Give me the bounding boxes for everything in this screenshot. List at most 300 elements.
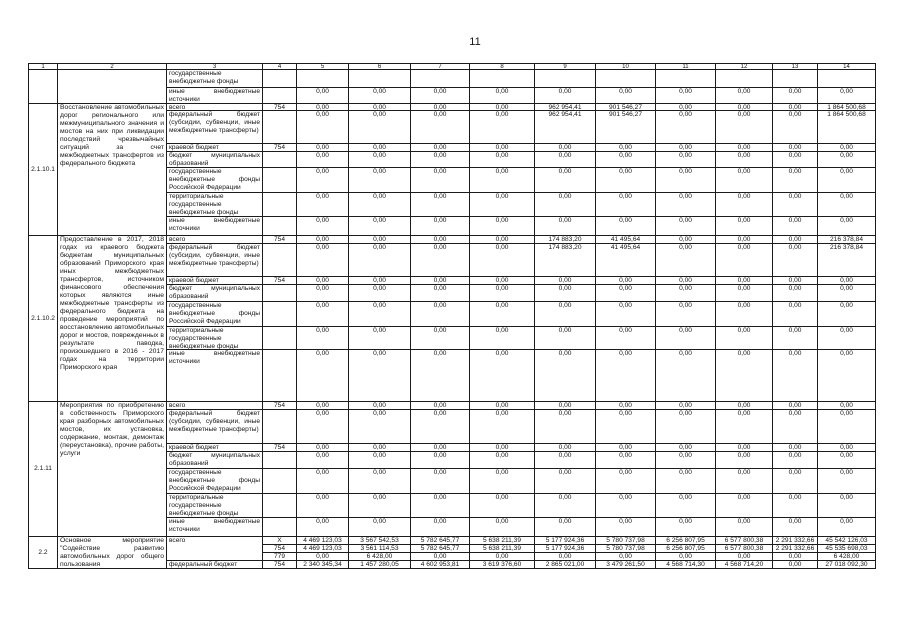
- amount-cell: 0,00: [470, 88, 535, 104]
- amount-cell: 0,00: [818, 518, 876, 537]
- amount-cell: 41 495,64: [596, 236, 656, 244]
- amount-cell: 0,00: [411, 469, 470, 494]
- amount-cell: 3 619 376,60: [470, 561, 535, 569]
- amount-cell: 0,00: [716, 152, 773, 168]
- amount-cell: 0,00: [535, 144, 596, 152]
- amount-cell: 0,00: [716, 168, 773, 193]
- budget-code: [263, 452, 297, 469]
- column-number: 4: [263, 63, 297, 70]
- amount-cell: 0,00: [470, 217, 535, 236]
- amount-cell: 0,00: [411, 152, 470, 168]
- budget-code: [263, 70, 297, 88]
- funding-source: иные внебюджетные источники: [167, 88, 263, 104]
- amount-cell: 5 782 645,77: [411, 545, 470, 553]
- amount-cell: 0,00: [596, 144, 656, 152]
- amount-cell: 5 782 645,77: [411, 537, 470, 545]
- amount-cell: 0,00: [535, 168, 596, 193]
- amount-cell: 0,00: [656, 553, 716, 561]
- amount-cell: 0,00: [656, 285, 716, 302]
- amount-cell: 0,00: [818, 327, 876, 350]
- amount-cell: 0,00: [773, 193, 818, 217]
- amount-cell: 0,00: [411, 327, 470, 350]
- item-description: [58, 70, 167, 104]
- amount-cell: 0,00: [716, 104, 773, 111]
- amount-cell: 0,00: [470, 285, 535, 302]
- funding-source: бюджет муниципальных образований: [167, 152, 263, 168]
- amount-cell: 0,00: [470, 494, 535, 518]
- column-number: 11: [656, 63, 716, 70]
- amount-cell: 0,00: [349, 144, 411, 152]
- amount-cell: 0,00: [773, 88, 818, 104]
- funding-source: федеральный бюджет (субсидии, субвенции, иные межбюджетные трансферты): [167, 244, 263, 277]
- amount-cell: 0,00: [656, 193, 716, 217]
- amount-cell: 0,00: [349, 469, 411, 494]
- amount-cell: 0,00: [349, 217, 411, 236]
- amount-cell: 174 883,20: [535, 236, 596, 244]
- item-number: [28, 70, 58, 104]
- column-number: 7: [411, 63, 470, 70]
- amount-cell: 0,00: [411, 277, 470, 285]
- amount-cell: 216 378,84: [818, 244, 876, 277]
- amount-cell: 0,00: [818, 285, 876, 302]
- amount-cell: 0,00: [470, 350, 535, 402]
- amount-cell: 0,00: [535, 444, 596, 452]
- funding-source: иные внебюджетные источники: [167, 518, 263, 537]
- amount-cell: 0,00: [818, 277, 876, 285]
- amount-cell: 0,00: [773, 469, 818, 494]
- amount-cell: 0,00: [470, 402, 535, 410]
- amount-cell: 0,00: [716, 302, 773, 327]
- amount-cell: 0,00: [656, 444, 716, 452]
- column-number: 2: [58, 63, 167, 70]
- amount-cell: 0,00: [535, 469, 596, 494]
- budget-code: [263, 302, 297, 327]
- item-description: Мероприятия по приобретению в собственность Приморского края разборных автомобильных мостов, их установка, содержание, монтаж, демонтаж (переустановка), прочие работы, услуги: [58, 402, 167, 537]
- column-number: 8: [470, 63, 535, 70]
- amount-cell: 0,00: [716, 327, 773, 350]
- column-number: 13: [773, 63, 818, 70]
- amount-cell: 0,00: [656, 168, 716, 193]
- amount-cell: 0,00: [411, 88, 470, 104]
- amount-cell: 0,00: [773, 444, 818, 452]
- amount-cell: 6 577 800,38: [716, 537, 773, 545]
- amount-cell: 0,00: [596, 518, 656, 537]
- amount-cell: 0,00: [716, 444, 773, 452]
- amount-cell: 0,00: [656, 518, 716, 537]
- amount-cell: 0,00: [656, 410, 716, 444]
- funding-source: краевой бюджет: [167, 277, 263, 285]
- amount-cell: 0,00: [596, 494, 656, 518]
- budget-code: [263, 285, 297, 302]
- amount-cell: 0,00: [656, 350, 716, 402]
- budget-code: [263, 410, 297, 444]
- budget-code: 754: [263, 545, 297, 553]
- amount-cell: 0,00: [656, 111, 716, 144]
- amount-cell: 0,00: [297, 236, 349, 244]
- amount-cell: 4 469 123,03: [297, 545, 349, 553]
- amount-cell: 5 780 737,98: [596, 537, 656, 545]
- amount-cell: 0,00: [411, 553, 470, 561]
- amount-cell: 45 535 698,03: [818, 545, 876, 553]
- amount-cell: 0,00: [411, 402, 470, 410]
- budget-code: 754: [263, 561, 297, 569]
- amount-cell: 2 291 332,66: [773, 537, 818, 545]
- amount-cell: 0,00: [297, 217, 349, 236]
- amount-cell: 0,00: [411, 244, 470, 277]
- amount-cell: 0,00: [773, 561, 818, 569]
- amount-cell: 0,00: [297, 144, 349, 152]
- budget-table: [28, 63, 876, 569]
- amount-cell: 0,00: [470, 193, 535, 217]
- amount-cell: 0,00: [297, 350, 349, 402]
- funding-source: краевой бюджет: [167, 144, 263, 152]
- budget-code: 754: [263, 444, 297, 452]
- amount-cell: 0,00: [818, 402, 876, 410]
- amount-cell: 0,00: [773, 277, 818, 285]
- amount-cell: 0,00: [716, 193, 773, 217]
- amount-cell: 6 428,00: [818, 553, 876, 561]
- column-number: 9: [535, 63, 596, 70]
- amount-cell: 0,00: [773, 494, 818, 518]
- amount-cell: 5 780 737,98: [596, 545, 656, 553]
- amount-cell: [535, 70, 596, 88]
- funding-source: территориальные государственные внебюджетные фонды: [167, 494, 263, 518]
- amount-cell: 0,00: [411, 518, 470, 537]
- amount-cell: 0,00: [716, 236, 773, 244]
- amount-cell: 0,00: [349, 244, 411, 277]
- budget-code: [263, 327, 297, 350]
- amount-cell: 0,00: [411, 494, 470, 518]
- amount-cell: 0,00: [773, 302, 818, 327]
- budget-code: [263, 244, 297, 277]
- amount-cell: 0,00: [716, 452, 773, 469]
- amount-cell: 0,00: [596, 285, 656, 302]
- amount-cell: 0,00: [470, 111, 535, 144]
- amount-cell: 5 177 924,36: [535, 537, 596, 545]
- amount-cell: 0,00: [596, 88, 656, 104]
- amount-cell: 0,00: [535, 518, 596, 537]
- amount-cell: 0,00: [470, 144, 535, 152]
- amount-cell: 0,00: [773, 285, 818, 302]
- amount-cell: [773, 70, 818, 88]
- item-description: Основное мероприятие "Содействие развитию автомобильных дорог общего пользования: [58, 537, 167, 569]
- amount-cell: 27 018 092,30: [818, 561, 876, 569]
- item-description: Восстановление автомобильных дорог регионального или межмуниципального значения и мостов на них при ликвидации последствий чрезвычайных ситуаций за счет межбюджетных трансфертов из федерального бюджета: [58, 104, 167, 236]
- amount-cell: 4 602 953,81: [411, 561, 470, 569]
- amount-cell: 0,00: [716, 144, 773, 152]
- amount-cell: 0,00: [297, 327, 349, 350]
- amount-cell: 0,00: [716, 111, 773, 144]
- column-number: 6: [349, 63, 411, 70]
- amount-cell: 3 561 114,53: [349, 545, 411, 553]
- amount-cell: 0,00: [716, 217, 773, 236]
- amount-cell: 0,00: [470, 518, 535, 537]
- amount-cell: 962 954,41: [535, 111, 596, 144]
- item-number: 2.1.11: [28, 402, 58, 537]
- amount-cell: 1 864 500,68: [818, 104, 876, 111]
- amount-cell: 0,00: [716, 244, 773, 277]
- amount-cell: 0,00: [297, 193, 349, 217]
- amount-cell: 0,00: [297, 469, 349, 494]
- amount-cell: 0,00: [596, 277, 656, 285]
- amount-cell: 4 568 714,30: [656, 561, 716, 569]
- amount-cell: 0,00: [773, 402, 818, 410]
- funding-source: бюджет муниципальных образований: [167, 452, 263, 469]
- amount-cell: 0,00: [716, 285, 773, 302]
- amount-cell: 0,00: [773, 236, 818, 244]
- budget-code: [263, 494, 297, 518]
- amount-cell: 0,00: [535, 217, 596, 236]
- amount-cell: 45 542 126,03: [818, 537, 876, 545]
- amount-cell: 0,00: [411, 410, 470, 444]
- amount-cell: 1 864 500,68: [818, 111, 876, 144]
- budget-code: [263, 152, 297, 168]
- amount-cell: 0,00: [716, 350, 773, 402]
- column-number: 3: [167, 63, 263, 70]
- amount-cell: 0,00: [470, 152, 535, 168]
- amount-cell: 0,00: [297, 152, 349, 168]
- amount-cell: [411, 70, 470, 88]
- amount-cell: 0,00: [297, 88, 349, 104]
- budget-code: [263, 168, 297, 193]
- amount-cell: 0,00: [773, 553, 818, 561]
- amount-cell: 0,00: [470, 302, 535, 327]
- budget-code: [263, 518, 297, 537]
- amount-cell: [470, 70, 535, 88]
- amount-cell: 0,00: [535, 410, 596, 444]
- amount-cell: 0,00: [349, 111, 411, 144]
- amount-cell: 0,00: [349, 168, 411, 193]
- column-number: 10: [596, 63, 656, 70]
- amount-cell: 0,00: [656, 452, 716, 469]
- amount-cell: [596, 70, 656, 88]
- amount-cell: 0,00: [535, 327, 596, 350]
- amount-cell: 0,00: [297, 402, 349, 410]
- amount-cell: 5 638 211,39: [470, 537, 535, 545]
- amount-cell: 0,00: [818, 168, 876, 193]
- amount-cell: 0,00: [297, 277, 349, 285]
- amount-cell: 0,00: [656, 302, 716, 327]
- amount-cell: [818, 70, 876, 88]
- amount-cell: 0,00: [535, 88, 596, 104]
- amount-cell: 0,00: [596, 152, 656, 168]
- amount-cell: 0,00: [773, 152, 818, 168]
- amount-cell: 0,00: [818, 217, 876, 236]
- budget-code: [263, 193, 297, 217]
- amount-cell: 0,00: [535, 452, 596, 469]
- funding-source: всего: [167, 104, 263, 111]
- amount-cell: 6 256 807,95: [656, 537, 716, 545]
- amount-cell: 0,00: [470, 236, 535, 244]
- amount-cell: 5 638 211,39: [470, 545, 535, 553]
- amount-cell: 0,00: [297, 111, 349, 144]
- budget-code: 754: [263, 277, 297, 285]
- column-number: 14: [818, 63, 876, 70]
- amount-cell: 0,00: [411, 236, 470, 244]
- amount-cell: 0,00: [470, 452, 535, 469]
- amount-cell: 0,00: [349, 104, 411, 111]
- amount-cell: 0,00: [656, 469, 716, 494]
- amount-cell: 0,00: [297, 452, 349, 469]
- funding-source: иные внебюджетные источники: [167, 350, 263, 402]
- amount-cell: 0,00: [349, 410, 411, 444]
- amount-cell: 0,00: [470, 244, 535, 277]
- amount-cell: 0,00: [773, 144, 818, 152]
- amount-cell: 0,00: [297, 518, 349, 537]
- amount-cell: 2 340 345,34: [297, 561, 349, 569]
- amount-cell: 0,00: [596, 327, 656, 350]
- funding-source: государственные внебюджетные фонды Российской Федерации: [167, 168, 263, 193]
- amount-cell: 0,00: [349, 285, 411, 302]
- amount-cell: 0,00: [349, 88, 411, 104]
- amount-cell: 0,00: [297, 168, 349, 193]
- amount-cell: 0,00: [349, 193, 411, 217]
- amount-cell: 0,00: [716, 402, 773, 410]
- amount-cell: 0,00: [596, 402, 656, 410]
- amount-cell: 901 546,27: [596, 111, 656, 144]
- amount-cell: 0,00: [596, 410, 656, 444]
- amount-cell: 0,00: [411, 452, 470, 469]
- amount-cell: 0,00: [297, 285, 349, 302]
- amount-cell: 0,00: [349, 327, 411, 350]
- amount-cell: 0,00: [773, 111, 818, 144]
- budget-code: X: [263, 537, 297, 545]
- amount-cell: 0,00: [349, 494, 411, 518]
- item-number: 2.1.10.2: [28, 236, 58, 402]
- budget-code: [263, 469, 297, 494]
- amount-cell: 0,00: [411, 104, 470, 111]
- amount-cell: 0,00: [411, 144, 470, 152]
- funding-source: территориальные государственные внебюджетные фонды: [167, 193, 263, 217]
- amount-cell: 0,00: [297, 244, 349, 277]
- amount-cell: 0,00: [773, 217, 818, 236]
- amount-cell: 3 567 542,53: [349, 537, 411, 545]
- amount-cell: 0,00: [470, 168, 535, 193]
- amount-cell: 0,00: [596, 452, 656, 469]
- amount-cell: 1 457 280,05: [349, 561, 411, 569]
- amount-cell: 0,00: [773, 327, 818, 350]
- amount-cell: 0,00: [349, 402, 411, 410]
- item-description: Предоставление в 2017, 2018 годах из краевого бюджета бюджетам муниципальных образований Приморского края иных межбюджетных трансфертов, источником финансового обеспечения которых являются иные межбюджетные трансферты из федерального бюджета на проведение мероприятий по восстановлению автомобильных дорог и мостов, поврежденных в результате паводка, произошедшего в 2016 - 2017 годах на территории Приморского края: [58, 236, 167, 402]
- amount-cell: 0,00: [656, 327, 716, 350]
- amount-cell: 0,00: [818, 88, 876, 104]
- amount-cell: 0,00: [656, 144, 716, 152]
- funding-source: иные внебюджетные источники: [167, 217, 263, 236]
- column-number: 5: [297, 63, 349, 70]
- amount-cell: 962 954,41: [535, 104, 596, 111]
- amount-cell: 0,00: [411, 285, 470, 302]
- amount-cell: 0,00: [470, 410, 535, 444]
- amount-cell: 0,00: [818, 444, 876, 452]
- amount-cell: 0,00: [818, 410, 876, 444]
- budget-code: 754: [263, 402, 297, 410]
- amount-cell: 0,00: [535, 402, 596, 410]
- amount-cell: 0,00: [716, 88, 773, 104]
- amount-cell: 0,00: [297, 302, 349, 327]
- amount-cell: 0,00: [596, 444, 656, 452]
- amount-cell: 41 495,64: [596, 244, 656, 277]
- amount-cell: 0,00: [818, 144, 876, 152]
- amount-cell: 0,00: [656, 277, 716, 285]
- amount-cell: 0,00: [470, 444, 535, 452]
- amount-cell: 0,00: [773, 104, 818, 111]
- funding-source: федеральный бюджет (субсидии, субвенции, иные межбюджетные трансферты): [167, 410, 263, 444]
- amount-cell: 2 291 332,66: [773, 545, 818, 553]
- amount-cell: 216 378,84: [818, 236, 876, 244]
- amount-cell: 0,00: [470, 104, 535, 111]
- amount-cell: 0,00: [656, 494, 716, 518]
- amount-cell: 0,00: [716, 553, 773, 561]
- amount-cell: 0,00: [596, 193, 656, 217]
- amount-cell: 0,00: [535, 494, 596, 518]
- amount-cell: 0,00: [470, 277, 535, 285]
- amount-cell: 0,00: [411, 302, 470, 327]
- budget-code: 754: [263, 104, 297, 111]
- amount-cell: 0,00: [411, 168, 470, 193]
- amount-cell: 4 568 714,20: [716, 561, 773, 569]
- amount-cell: 0,00: [773, 168, 818, 193]
- amount-cell: 0,00: [656, 104, 716, 111]
- funding-source: всего: [167, 236, 263, 244]
- amount-cell: 0,00: [349, 152, 411, 168]
- amount-cell: 0,00: [818, 452, 876, 469]
- amount-cell: 5 177 924,36: [535, 545, 596, 553]
- amount-cell: 0,00: [656, 152, 716, 168]
- amount-cell: 0,00: [349, 452, 411, 469]
- amount-cell: 0,00: [818, 494, 876, 518]
- funding-source: бюджет муниципальных образований: [167, 285, 263, 302]
- amount-cell: 0,00: [656, 236, 716, 244]
- budget-code: [263, 217, 297, 236]
- amount-cell: 0,00: [773, 410, 818, 444]
- item-number: 2.2: [28, 537, 58, 569]
- amount-cell: 0,00: [349, 236, 411, 244]
- item-number: 2.1.10.1: [28, 104, 58, 236]
- amount-cell: 0,00: [716, 518, 773, 537]
- amount-cell: 0,00: [596, 217, 656, 236]
- funding-source: территориальные государственные внебюджетные фонды: [167, 327, 263, 350]
- amount-cell: 0,00: [773, 518, 818, 537]
- amount-cell: 0,00: [297, 444, 349, 452]
- amount-cell: [349, 70, 411, 88]
- amount-cell: 0,00: [716, 469, 773, 494]
- amount-cell: 0,00: [349, 518, 411, 537]
- amount-cell: 0,00: [535, 553, 596, 561]
- amount-cell: 0,00: [818, 469, 876, 494]
- amount-cell: 6 428,00: [349, 553, 411, 561]
- amount-cell: 0,00: [349, 302, 411, 327]
- amount-cell: 0,00: [297, 410, 349, 444]
- amount-cell: 901 546,27: [596, 104, 656, 111]
- amount-cell: 0,00: [596, 469, 656, 494]
- budget-code: 779: [263, 553, 297, 561]
- amount-cell: 0,00: [773, 452, 818, 469]
- amount-cell: 0,00: [716, 410, 773, 444]
- amount-cell: 0,00: [535, 277, 596, 285]
- amount-cell: [656, 70, 716, 88]
- amount-cell: 4 469 123,03: [297, 537, 349, 545]
- amount-cell: 0,00: [773, 350, 818, 402]
- amount-cell: 0,00: [818, 193, 876, 217]
- budget-code: 754: [263, 236, 297, 244]
- amount-cell: 0,00: [411, 444, 470, 452]
- amount-cell: 0,00: [716, 277, 773, 285]
- amount-cell: 0,00: [470, 553, 535, 561]
- budget-code: [263, 88, 297, 104]
- amount-cell: 0,00: [470, 327, 535, 350]
- amount-cell: 0,00: [349, 277, 411, 285]
- amount-cell: 0,00: [773, 244, 818, 277]
